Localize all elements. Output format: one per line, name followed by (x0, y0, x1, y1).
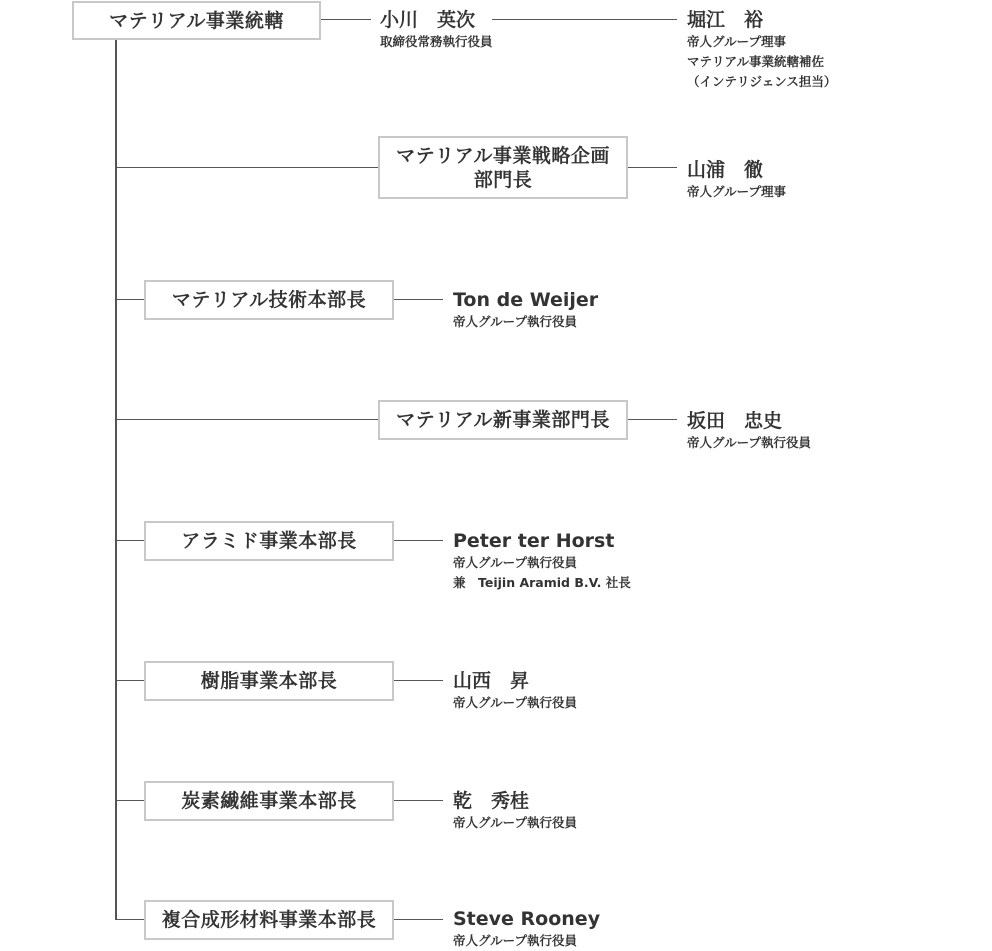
person-name: Ton de Weijer (453, 289, 599, 311)
unit-1-person-line (627, 167, 677, 168)
root-to-ceo-line (321, 19, 371, 20)
person-name: 山浦 徹 (687, 159, 764, 181)
unit-box-new-business (378, 400, 628, 440)
unit-person-carbon-fiber (453, 789, 577, 833)
person-title: 帝人グループ執行役員 (453, 695, 578, 710)
root-title: マテリアル事業統轄 (109, 9, 284, 32)
unit-4-person-line (393, 540, 443, 541)
person-name: 坂田 忠史 (687, 410, 783, 432)
unit-person-strategy (687, 158, 786, 202)
unit-title-line: マテリアル事業戦略企画 (396, 144, 610, 167)
person-title: 帝人グループ理事 (687, 184, 787, 199)
person-name: 山西 昇 (453, 670, 530, 692)
trunk-line (115, 39, 117, 920)
unit-person-composites (453, 907, 600, 951)
unit-title: 複合成形材料事業本部長 (161, 909, 377, 931)
advisor-block (687, 8, 836, 92)
unit-box-strategy (378, 136, 628, 199)
unit-6-person-line (393, 800, 443, 801)
advisor-title-line: （インテリジェンス担当） (687, 74, 837, 89)
ceo-name: 小川 英次 (380, 9, 476, 31)
unit-title: 樹脂事業本部長 (200, 670, 338, 692)
person-name: 乾 秀桂 (453, 790, 530, 812)
person-title: 帝人グループ執行役員 (453, 555, 578, 570)
person-name: Peter ter Horst (453, 530, 615, 552)
ceo-title: 取締役常務執行役員 (380, 34, 493, 49)
unit-person-new-business (687, 409, 811, 453)
unit-person-aramid (453, 529, 631, 593)
branch-line-7 (116, 919, 145, 920)
unit-title: マテリアル技術本部長 (171, 289, 367, 311)
person-name: Steve Rooney (453, 908, 601, 930)
unit-box-composites (144, 900, 394, 940)
ceo-block (380, 8, 493, 52)
person-title: 帝人グループ執行役員 (453, 933, 578, 948)
unit-2-person-line (393, 299, 443, 300)
person-title: 帝人グループ執行役員 (687, 435, 812, 450)
branch-line-1 (116, 167, 378, 168)
branch-line-4 (116, 540, 145, 541)
branch-line-3 (116, 419, 378, 420)
unit-title: アラミド事業本部長 (181, 530, 357, 552)
unit-box-carbon-fiber (144, 781, 394, 821)
unit-3-person-line (627, 419, 677, 420)
root-box (72, 1, 321, 40)
branch-line-5 (116, 680, 145, 681)
ceo-to-advisor-line (492, 19, 677, 20)
branch-line-2 (116, 299, 145, 300)
unit-title: 炭素繊維事業本部長 (181, 790, 357, 812)
unit-box-aramid (144, 521, 394, 561)
advisor-name: 堀江 裕 (687, 9, 764, 31)
unit-box-resin (144, 661, 394, 701)
advisor-title-line: 帝人グループ理事 (687, 34, 787, 49)
unit-5-person-line (393, 680, 443, 681)
unit-title-line: 部門長 (473, 168, 533, 191)
branch-line-6 (116, 800, 145, 801)
advisor-title-line: マテリアル事業統轄補佐 (687, 54, 825, 69)
unit-title: マテリアル新事業部門長 (396, 409, 610, 431)
person-title: 帝人グループ執行役員 (453, 815, 578, 830)
person-title: 兼 Teijin Aramid B.V. 社長 (453, 575, 631, 590)
unit-person-technology (453, 288, 598, 332)
unit-7-person-line (393, 919, 443, 920)
unit-person-resin (453, 669, 577, 713)
unit-box-technology (144, 280, 394, 320)
person-title: 帝人グループ執行役員 (453, 314, 578, 329)
